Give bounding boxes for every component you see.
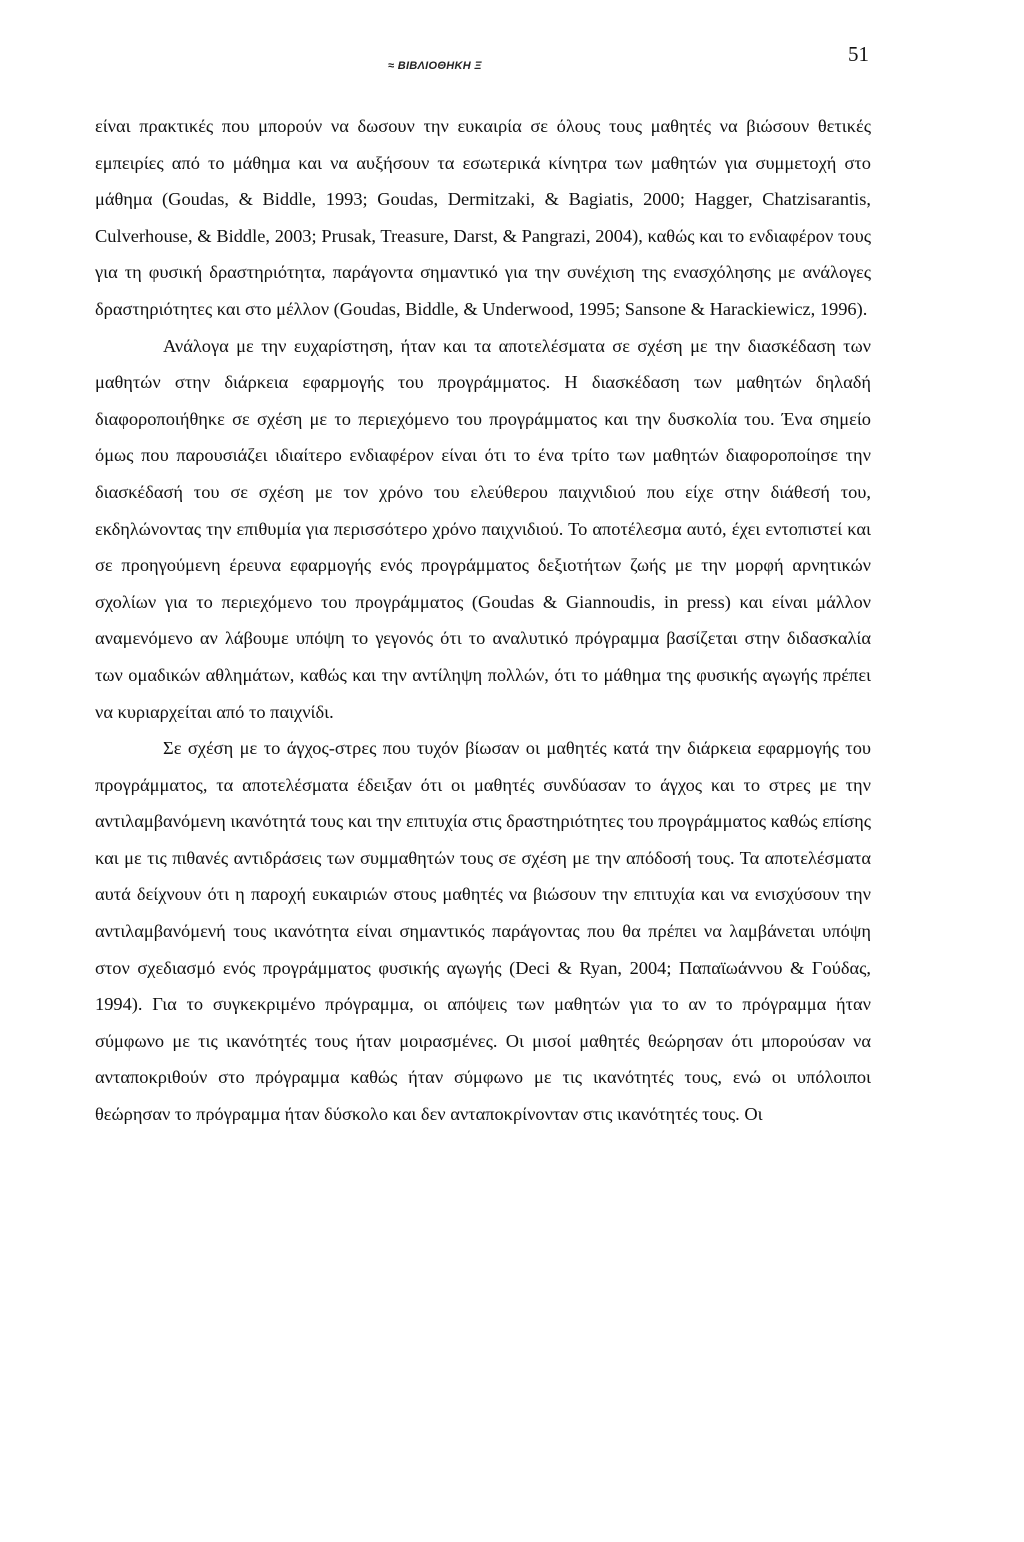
- stamp-mark-right: Ξ: [474, 60, 482, 72]
- stamp-label: ΒΙΒΛΙΟΘΗΚΗ: [397, 60, 471, 72]
- page-number: 51: [848, 42, 869, 66]
- paragraph: Ανάλογα με την ευχαρίστηση, ήταν και τα αποτελέσματα σε σχέση με την διασκέδαση των μαθητών στην διάρκεια εφαρμογής του προγράμματος. Η διασκέδαση των μαθητών δηλαδή διαφοροποιήθηκε σε σχέση με το περιεχόμενο του προγράμματος και την δυσκολία του. Ένα σημείο όμως που παρουσιάζει ιδιαίτερο ενδιαφέρον είναι ότι το ένα τρίτο των μαθητών διαφοροποίησε την διασκέδασή του σε σχέση με τον χρόνο του ελεύθερου παιχνιδιού που είχε στην διάθεσή του, εκδηλώνοντας την επιθυμία για περισσότερο χρόνο παιχνιδιού. Το αποτέλεσμα αυτό, έχει εντοπιστεί και σε προηγούμενη έρευνα εφαρμογής ενός προγράμματος δεξιοτήτων ζωής με την μορφή αρνητικών σχολίων για το περιεχόμενο του προγράμματος (Goudas & Giannoudis, in press) και είναι μάλλον αναμενόμενο αν λάβουμε υπόψη το γεγονός ότι το αναλυτικό πρόγραμμα βασίζεται στην διδασκαλία των ομαδικών αθλημάτων, καθώς και την αντίληψη πολλών, ότι το μάθημα της φυσικής αγωγής πρέπει να κυριαρχείται από το παιχνίδι.: [95, 335, 871, 722]
- stamp-mark-left: ≈: [388, 60, 395, 72]
- paragraph-continued: είναι πρακτικές που μπορούν να δωσουν την ευκαιρία σε όλους τους μαθητές να βιώσουν θετικές εμπειρίες από το μάθημα και να αυξήσουν τα εσωτερικά κίνητρα των μαθητών για συμμετοχή στο μάθημα (Goudas, & Biddle, 1993; Goudas, Dermitzaki, & Bagiatis, 2000; Hagger, Chatzisarantis, Culverhouse, & Biddle, 2003; Prusak, Treasure, Darst, & Pangrazi, 2004), καθώς και το ενδιαφέρον τους για τη φυσική δραστηριότητα, παράγοντα σημαντικό για την συνέχιση της ενασχόλησης με ανάλογες δραστηριότητες και στο μέλλον (Goudas, Biddle, & Underwood, 1995; Sansone & Harackiewicz, 1996).: [95, 116, 871, 319]
- body-text: [95, 108, 871, 1133]
- library-stamp: [388, 60, 482, 72]
- paragraph: Σε σχέση με το άγχος-στρες που τυχόν βίωσαν οι μαθητές κατά την διάρκεια εφαρμογής του προγράμματος, τα αποτελέσματα έδειξαν ότι οι μαθητές συνδύασαν το άγχος και το στρες με την αντιλαμβανόμενη ικανότητά τους και την επιτυχία στις δραστηριότητες του προγράμματος καθώς επίσης και με τις πιθανές αντιδράσεις των συμμαθητών τους σε σχέση με την απόδοσή τους. Τα αποτελέσματα αυτά δείχνουν ότι η παροχή ευκαιριών στους μαθητές να βιώσουν την επιτυχία και να ενισχύσουν την αντιλαμβανόμενή τους ικανότητα είναι σημαντικός παράγοντας που θα πρέπει να λαμβάνεται υπόψη στον σχεδιασμό ενός προγράμματος φυσικής αγωγής (Deci & Ryan, 2004; Παπαϊωάννου & Γούδας, 1994). Για το συγκεκριμένο πρόγραμμα, οι απόψεις των μαθητών για το αν το πρόγραμμα ήταν σύμφωνο με τις ικανότητές τους ήταν μοιρασμένες. Οι μισοί μαθητές θεώρησαν ότι μπορούσαν να ανταποκριθούν στο πρόγραμμα καθώς ήταν σύμφωνο με τις ικανότητές τους, ενώ οι υπόλοιποι θεώρησαν το πρόγραμμα ήταν δύσκολο και δεν ανταποκρίνονταν στις ικανότητές τους. Οι: [95, 738, 871, 1125]
